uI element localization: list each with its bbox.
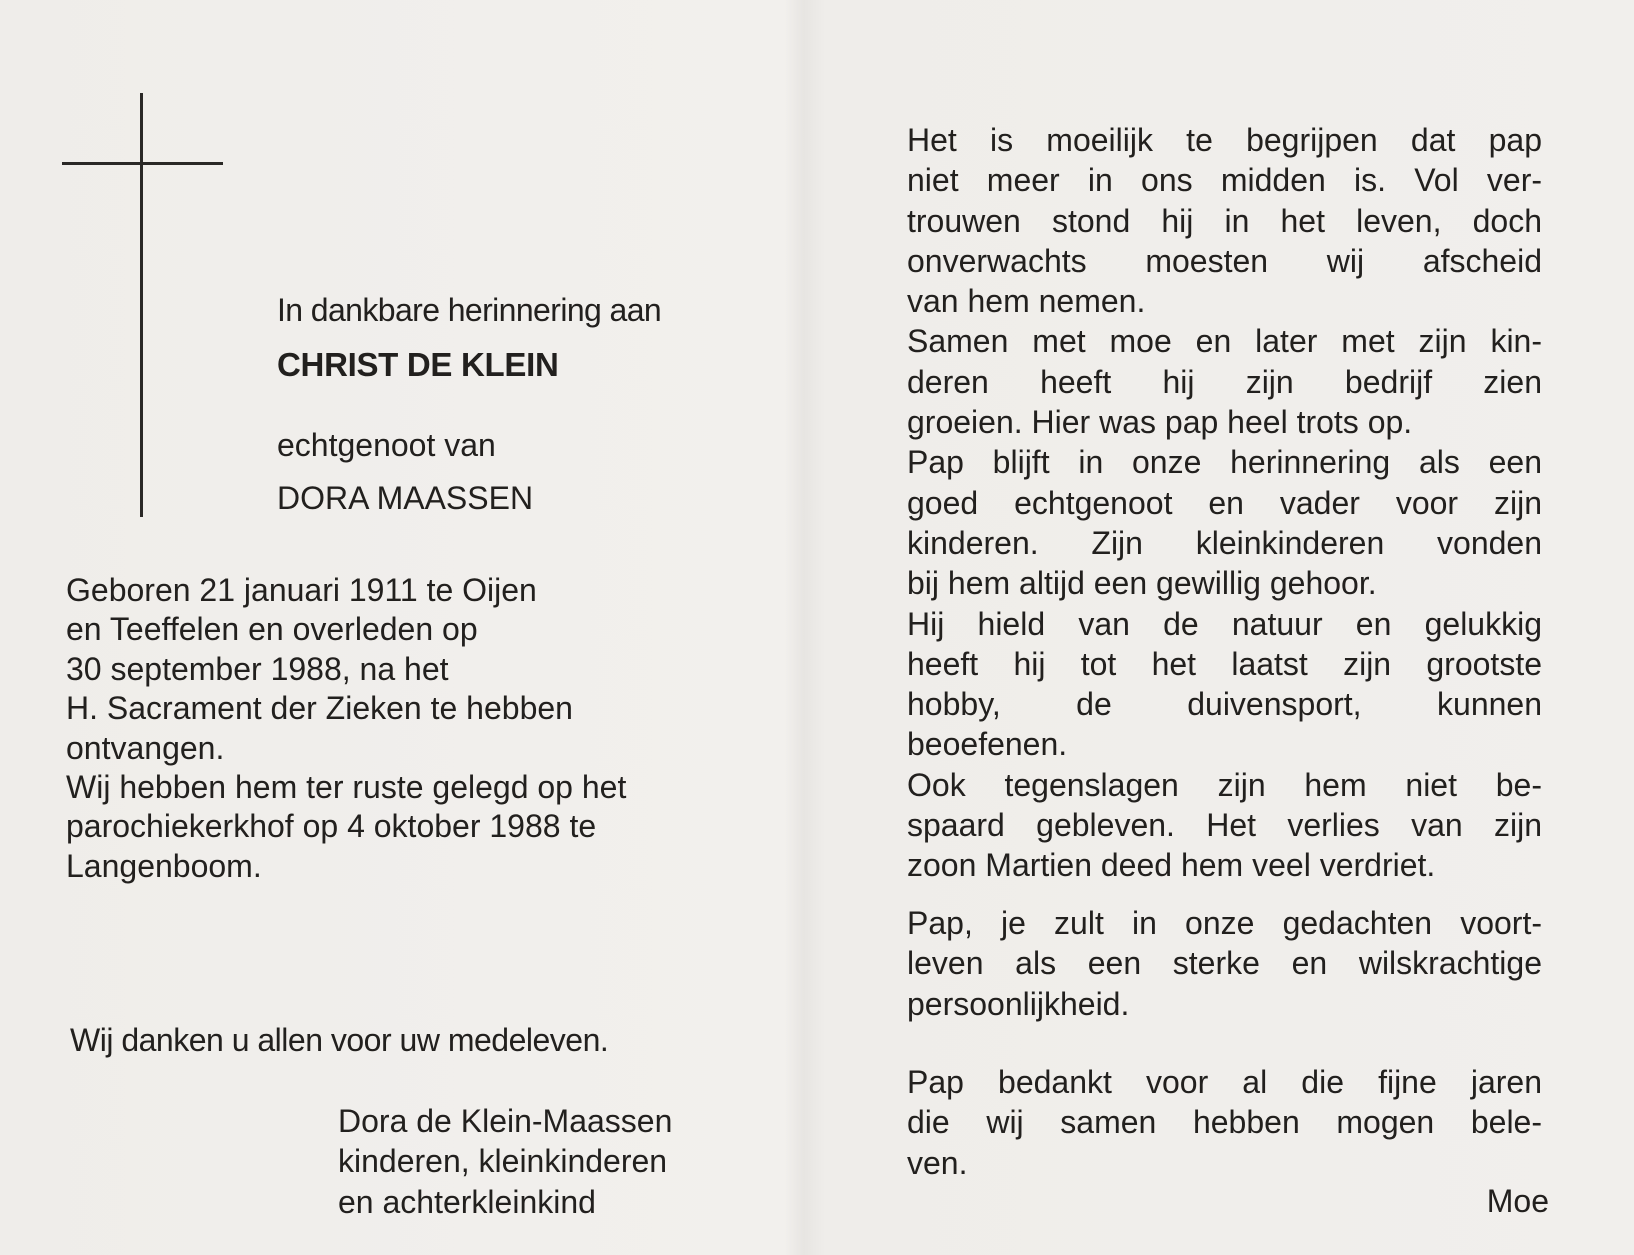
text-line: niet meer in ons midden is. Vol ver- (907, 162, 1542, 199)
thanks-note: Wij danken u allen voor uw medeleven. (70, 1022, 609, 1058)
bio-line: ontvangen. (66, 729, 225, 766)
tribute-paragraph-2 (907, 903, 1542, 1024)
signer-line: en achterkleinkind (338, 1183, 596, 1220)
text-line: spaard gebleven. Het verlies van zijn (907, 807, 1542, 844)
signer-line: kinderen, kleinkinderen (338, 1143, 668, 1180)
text-line: beoefenen. (907, 726, 1068, 763)
biography (66, 571, 626, 886)
text-line: Hij hield van de natuur en gelukkig (907, 605, 1542, 642)
bio-line: Geboren 21 januari 1911 te Oijen (66, 572, 537, 608)
cross-icon (140, 93, 143, 517)
text-line: goed echtgenoot en vader voor zijn (907, 484, 1542, 521)
text-line: hobby, de duivensport, kunnen (907, 686, 1542, 723)
signer-line: Dora de Klein-Maassen (338, 1103, 673, 1139)
text-line: deren heeft hij zijn bedrijf zien (907, 363, 1542, 400)
left-page (0, 0, 815, 1255)
bio-line: H. Sacrament der Zieken te hebben (66, 690, 573, 727)
right-page (815, 0, 1634, 1255)
text-line: onverwachts moesten wij afscheid (907, 242, 1542, 279)
text-line: trouwen stond hij in het leven, doch (907, 202, 1542, 239)
spouse-label: echtgenoot van (277, 427, 496, 463)
text-line: zoon Martien deed hem veel verdriet. (907, 847, 1436, 884)
spouse-name: DORA MAASSEN (277, 480, 534, 516)
text-line: van hem nemen. (907, 283, 1146, 320)
text-line: kinderen. Zijn kleinkinderen vonden (907, 524, 1542, 561)
text-line: Het is moeilijk te begrijpen dat pap (907, 122, 1542, 158)
closing-signature: Moe (1486, 1183, 1549, 1219)
text-line: bij hem altijd een gewillig gehoor. (907, 565, 1377, 602)
deceased-name: CHRIST DE KLEIN (277, 346, 559, 383)
cross-icon-bar (62, 162, 223, 165)
text-line: leven als een sterke en wilskrachtige (907, 945, 1542, 982)
text-line: persoonlijkheid. (907, 985, 1130, 1022)
bio-line: 30 september 1988, na het (66, 650, 449, 687)
text-line: ven. (907, 1144, 968, 1181)
dedication-heading: In dankbare herinnering aan (277, 292, 662, 328)
text-line: Pap, je zult in onze gedachten voort- (907, 905, 1542, 941)
text-line: Pap bedankt voor al die fijne jaren (907, 1064, 1542, 1100)
bio-line: parochiekerkhof op 4 oktober 1988 te (66, 808, 597, 845)
bio-line: Wij hebben hem ter ruste gelegd op het (66, 769, 627, 806)
text-line: groeien. Hier was pap heel trots op. (907, 404, 1413, 441)
tribute-paragraph-3 (907, 1062, 1542, 1183)
text-line: Pap blijft in onze herinnering als een (907, 444, 1542, 481)
bio-line: en Teeffelen en overleden op (66, 611, 478, 648)
text-line: Samen met moe en later met zijn kin- (907, 323, 1542, 360)
tribute-paragraph-1 (907, 120, 1542, 886)
text-line: die wij samen hebben mogen bele- (907, 1104, 1542, 1141)
text-line: heeft hij tot het laatst zijn grootste (907, 645, 1542, 682)
text-line: Ook tegenslagen zijn hem niet be- (907, 766, 1542, 803)
signers (338, 1101, 672, 1222)
bio-line: Langenboom. (66, 847, 262, 884)
